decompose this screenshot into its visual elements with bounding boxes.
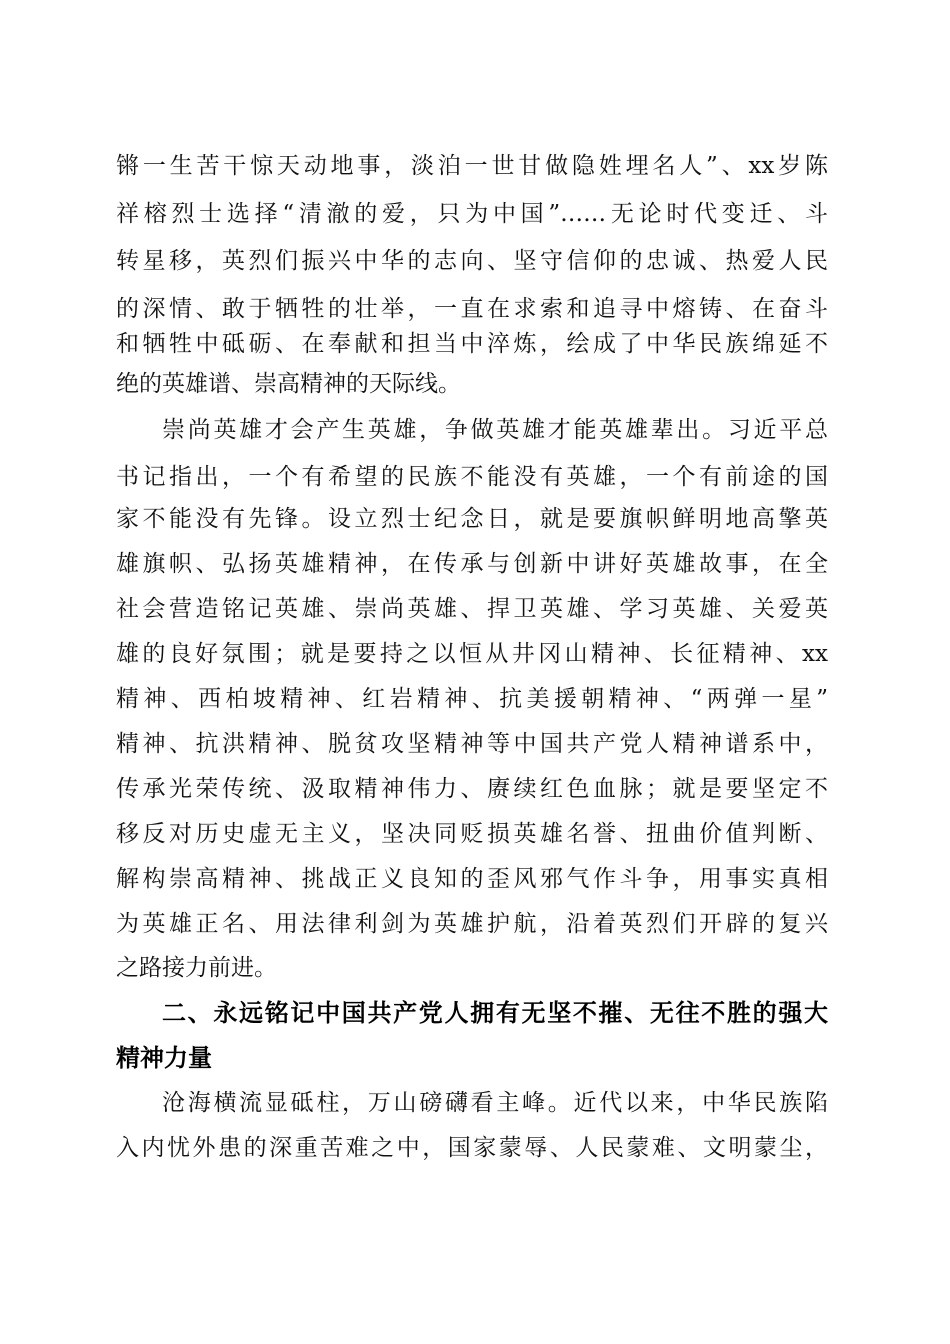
paragraph-line: 书记指出，一个有希望的民族不能没有英雄，一个有前途的国 xyxy=(116,464,828,490)
paragraph-line: 家不能没有先锋。设立烈士纪念日，就是要旗帜鲜明地高擎英 xyxy=(116,506,828,532)
paragraph-line: 转星移，英烈们振兴中华的志向、坚守信仰的忠诚、热爱人民 xyxy=(116,248,828,274)
paragraph-line: 锵一生苦干惊天动地事，淡泊一世甘做隐姓埋名人”、xx岁陈 xyxy=(116,153,828,179)
paragraph-line: 祥榕烈士选择“清澈的爱，只为中国”……无论时代变迁、斗 xyxy=(116,201,828,227)
paragraph-line: 的深情、敢于牺牲的壮举，一直在求索和追寻中熔铸、在奋斗 xyxy=(116,296,828,322)
paragraph-line: 精神、抗洪精神、脱贫攻坚精神等中国共产党人精神谱系中， xyxy=(116,731,828,757)
paragraph-line: 传承光荣传统、汲取精神伟力、赓续红色血脉；就是要坚定不 xyxy=(116,776,828,802)
paragraph-line: 为英雄正名、用法律利剑为英雄护航，沿着英烈们开辟的复兴 xyxy=(116,911,828,937)
section-heading: 二、永远铭记中国共产党人拥有无坚不摧、无往不胜的强大 xyxy=(162,999,828,1027)
paragraph-line: 之路接力前进。 xyxy=(116,955,277,981)
paragraph-line: 入内忧外患的深重苦难之中，国家蒙辱、人民蒙难、文明蒙尘， xyxy=(116,1135,828,1161)
paragraph-line: 解构崇高精神、挑战正义良知的歪风邪气作斗争，用事实真相 xyxy=(116,866,828,892)
paragraph-line: 崇尚英雄才会产生英雄，争做英雄才能英雄辈出。习近平总 xyxy=(162,417,828,443)
paragraph-line: 沧海横流显砥柱，万山磅礴看主峰。近代以来，中华民族陷 xyxy=(162,1090,828,1116)
paragraph-line: 雄的良好氛围；就是要持之以恒从井冈山精神、长征精神、xx xyxy=(116,641,828,667)
paragraph-line: 绝的英雄谱、崇高精神的天际线。 xyxy=(116,371,461,397)
paragraph-line: 和牺牲中砥砺、在奉献和担当中淬炼，绘成了中华民族绵延不 xyxy=(116,331,828,357)
section-heading: 精神力量 xyxy=(116,1044,212,1072)
paragraph-line: 精神、西柏坡精神、红岩精神、抗美援朝精神、“两弹一星” xyxy=(116,686,828,712)
paragraph-line: 移反对历史虚无主义，坚决同贬损英雄名誉、扭曲价值判断、 xyxy=(116,821,828,847)
paragraph-line: 社会营造铭记英雄、崇尚英雄、捍卫英雄、学习英雄、关爱英 xyxy=(116,596,828,622)
paragraph-line: 雄旗帜、弘扬英雄精神，在传承与创新中讲好英雄故事，在全 xyxy=(116,551,828,577)
